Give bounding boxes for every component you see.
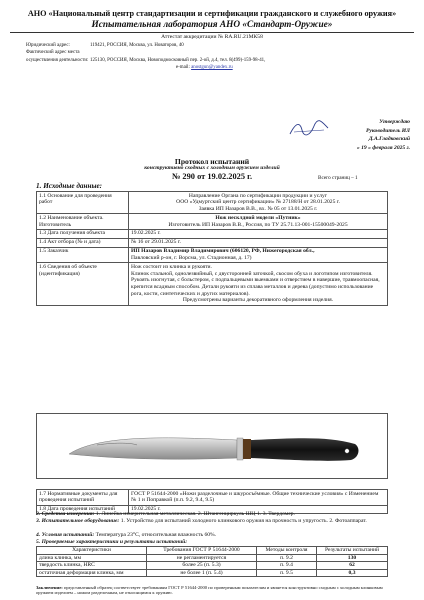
value-line: Предусмотрены варианты декоративного оформления изделия. <box>182 297 334 304</box>
table-row <box>37 490 388 506</box>
value-line: ООО «Удмуртский центр сертификации» № 27188/Н от 28.01.2025 г. <box>176 199 340 206</box>
row-label: 1.5 Заказчик <box>37 247 129 263</box>
org-name: АНО «Национальный центр стандартизации и сертификации гражданского и служебного оружия» <box>27 9 397 18</box>
cell: 130 <box>317 554 388 562</box>
address-label: Юридический адрес: <box>26 43 70 48</box>
conclusion-text: представленный образец соответствует требованиям ГОСТ Р 51644-2000 по проверенным показателям и является конструктивно сходным с холодным клинковым оружием изделием – ножом разделочным, не относящимся к оружию. <box>36 585 383 595</box>
results-table <box>36 546 388 577</box>
protocol-subtitle: конструктивно сходных с холодным оружием изделий <box>144 165 280 171</box>
table-row <box>37 238 388 247</box>
cell: п. 9.5 <box>257 569 317 577</box>
cell: 62 <box>317 562 388 570</box>
table-row <box>37 263 388 305</box>
cell: остаточная деформация клинка, мм <box>37 569 147 577</box>
row-value: 19.02.2025 г. <box>129 229 388 238</box>
address-value: 119421, РОССИЯ, Москва, ул. Новаторов, 40 <box>90 43 184 48</box>
conclusion-block <box>36 585 388 595</box>
table-row <box>37 229 388 238</box>
col-header: Характеристики <box>37 547 147 555</box>
value-line: Рукоять изогнутая, с больстером, с подпальцевыми выемками и отверстием в навершие, травмоопасная, крепится всадным способом. Детали рукояти из сплава металлов и дерева (допустимо использование рога, кости, синтетических и других материалов). <box>131 277 380 297</box>
col-header: Методы контроля <box>257 547 317 555</box>
cell: твердость клинка, HRC <box>37 562 147 570</box>
results-header-row <box>37 547 388 555</box>
section4-title: 4. Условия испытаний: <box>36 532 95 538</box>
cell: более 25 (п. 5.3) <box>147 562 257 570</box>
row-label: 1.6 Сведения об объекте (идентификация) <box>37 263 129 305</box>
table-row <box>37 214 388 230</box>
cell: не более 1 (п. 5.4) <box>147 569 257 577</box>
email-label: e-mail: <box>176 65 190 71</box>
table-row <box>37 192 388 214</box>
accreditation: Аттестат аккредитации № RA.RU.21МК58 <box>161 34 263 40</box>
cell: 0,3 <box>317 569 388 577</box>
conditions-block <box>36 532 388 539</box>
director-signature <box>288 120 330 138</box>
row-label: 1.7 Нормативные документы для проведения испытаний <box>37 490 129 506</box>
email-link[interactable]: anostgun@yandex.ru <box>191 65 233 71</box>
section4-text: Температура 23°С, относительная влажность 60%. <box>95 532 217 538</box>
row-value <box>129 247 388 263</box>
value-line: Изготовитель ИП Назаров В.В., Россия, по ТУ 25.71.13-001-15500049-2025 <box>168 221 348 228</box>
table-row <box>37 554 388 562</box>
value-line: Павловский р-он, г. Ворсма, ул. Стадионная, д. 17) <box>131 254 252 261</box>
row-value <box>129 192 388 214</box>
row-value: 19.02.2025 г. <box>129 505 388 514</box>
approval-line: « 19 » февраля 2025 г. <box>356 144 410 151</box>
address-label: Фактический адрес места <box>26 50 80 56</box>
col-header: Требования ГОСТ Р 51644-2000 <box>147 547 257 555</box>
row-value: № 16 от 29.01.2025 г. <box>129 238 388 247</box>
header-divider <box>10 32 414 33</box>
section1-title: 1. Исходные данные: <box>36 182 103 190</box>
cell: п. 9.2 <box>257 554 317 562</box>
table-row <box>37 247 388 263</box>
section3-text: 1. Устройство для испытаний холодного клинкового оружия на прочность и упругость. 2. Фотоаппарат. <box>120 518 367 524</box>
row-label <box>37 214 129 230</box>
protocol-title: Протокол испытаний <box>174 157 250 166</box>
section2-title: 2. Средства измерения: <box>36 511 95 517</box>
cell: не регламентируется <box>147 554 257 562</box>
address-value: 125130, РОССИЯ, Москва, Новоподмосковный пер. 2-ой, д.4, тел. 8(499)-159-98-41, <box>90 57 266 63</box>
row-label: 1.3 Дата получения объекта <box>37 229 129 238</box>
conclusion-label: Заключение: <box>36 585 63 590</box>
equipment-block <box>36 518 388 525</box>
knife-image <box>37 414 387 478</box>
knife-photo <box>36 413 388 479</box>
row-label: 1.4 Акт отбора (№ и дата) <box>37 238 129 247</box>
row-label: 1.8 Дата проведения испытаний <box>37 505 129 514</box>
value-line: Клинок стальной, однолезвийный, с двусторонней заточкой, скосом обуха и логотипом изготовителя. <box>131 270 373 277</box>
cell: длина клинка, мм <box>37 554 147 562</box>
product-name: Нож несклдной модели «Путник» <box>215 214 301 221</box>
row-value: ГОСТ Р 51644-2000 «Ножи разделочные и шкуросъёмные. Общие технические условия» с Изменением № 1 и Поправкой (п.п. 9.2, 9.4, 9.5) <box>129 490 388 506</box>
value-line: Направление Органа по сертификации продукции и услуг <box>188 192 328 199</box>
label-line: Изготовитель <box>39 221 72 228</box>
row-value <box>129 263 388 305</box>
row-label: 1.1 Основание для проведения работ <box>37 192 129 214</box>
lab-name: Испытательная лаборатория АНО «Стандарт-Оружие» <box>91 20 333 30</box>
instruments-block <box>36 511 388 518</box>
label-line: 1.2 Наименование объекта. <box>39 214 104 221</box>
table-row <box>37 569 388 577</box>
page-count: Всего страниц – 1 <box>318 175 358 181</box>
approval-line: Утверждаю <box>379 119 410 125</box>
cell: п. 9.4 <box>257 562 317 570</box>
source-data-table <box>36 191 388 306</box>
table-row <box>37 562 388 570</box>
value-line: Нож состоит из клинка и рукояти. <box>131 263 212 270</box>
row-value <box>129 214 388 230</box>
section2-text: 1. Линейка измерительная металлическая. 2. Штангенциркуль ШЦ-1. 3. Твердомер. <box>95 511 296 517</box>
value-line: Заявка ИП Назаров В.В., вх. № 05 от 13.01.2025 г. <box>198 206 318 212</box>
protocol-number: № 290 от 19.02.2025 г. <box>171 172 253 181</box>
section5-title: 5. Проверяемые характеристики и результаты испытаний: <box>36 539 188 545</box>
address-label: осуществления деятельности: <box>26 57 89 63</box>
customer-name: ИП Назаров Владимир Владимирович (606120, РФ, Нижегородская обл., <box>131 248 315 255</box>
address-block <box>26 42 265 72</box>
section3-title: 3. Испытательное оборудование: <box>36 518 120 524</box>
col-header: Результаты испытаний <box>317 547 388 555</box>
approval-line: Руководитель ИЛ <box>366 127 410 134</box>
approval-line: Д.А.Гладковский <box>368 136 410 142</box>
